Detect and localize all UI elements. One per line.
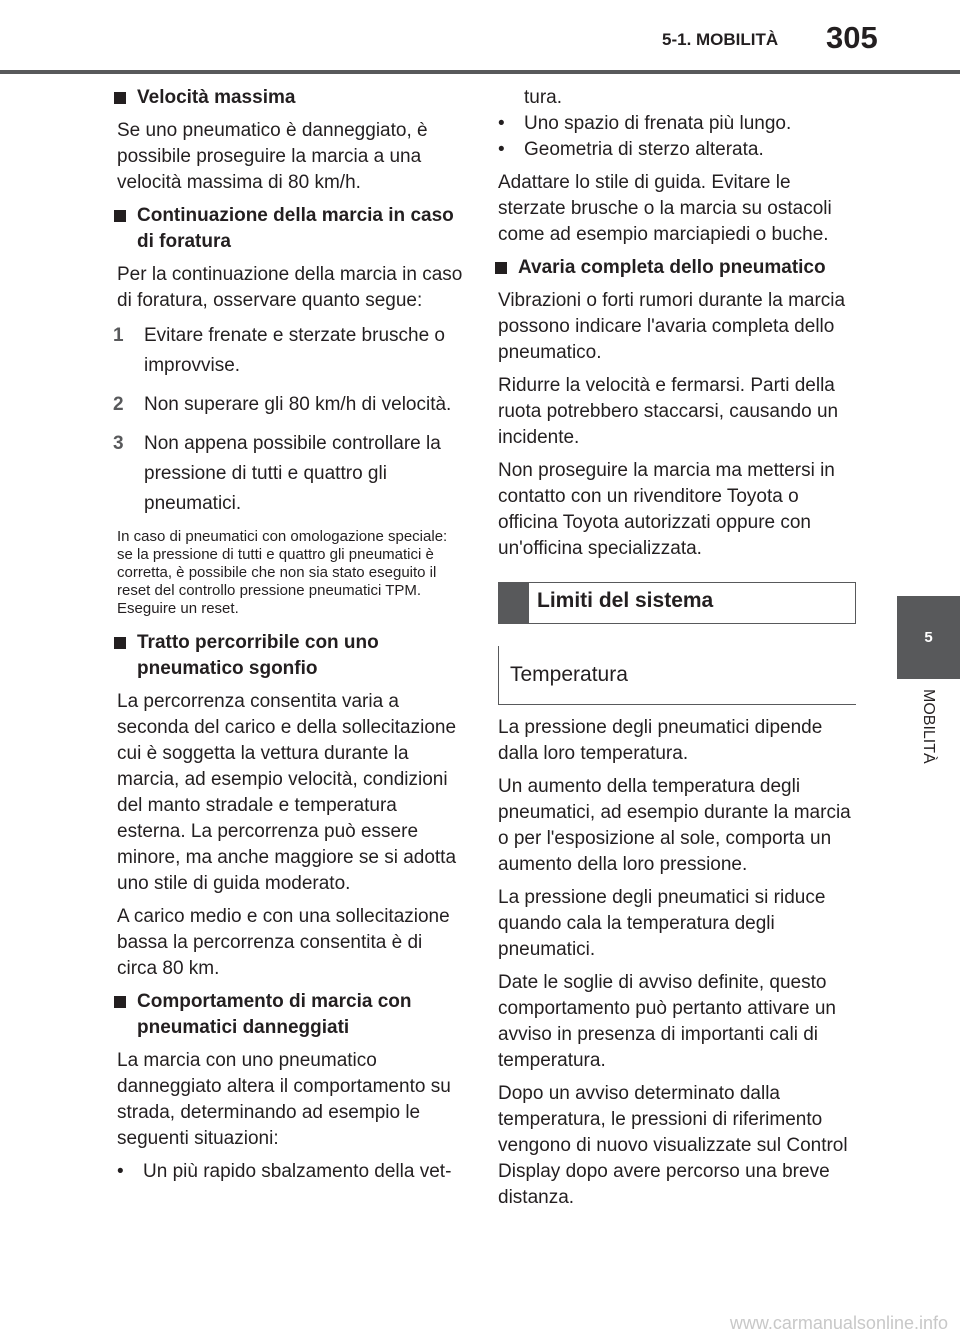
paragraph: Non proseguire la marcia ma mettersi in contatto con un rivenditore Toyota o officina Toyota autorizzati oppure con un'officina specializzata. [498, 460, 835, 559]
page-header [0, 0, 960, 78]
section-title-box [498, 582, 856, 624]
square-bullet-icon [114, 92, 126, 104]
paragraph: Un aumento della temperatura degli pneumatici, ad esempio durante la marcia o per l'esposizione al sole, comporta un aumento della loro pressione. [498, 776, 851, 875]
section-title-bar [499, 583, 529, 623]
paragraph: La pressione degli pneumatici si riduce quando cala la temperatura degli pneumatici. [498, 887, 826, 960]
heading-max-speed: Velocità massima [117, 85, 464, 111]
bullet-dot-icon: • [498, 113, 505, 134]
chapter-tab-label: MOBILITÀ [920, 689, 937, 764]
paragraph: La percorrenza consentita varia a seconda del carico e della sollecitazione cui è soggetta la vettura durante la marcia, ad esempio velocità, condizioni del manto stradale e temperatura esterna. La percorrenza può essere minore, ma anche maggiore se si adotta uno stile di guida moderato. [117, 691, 457, 894]
step-item: 1 Evitare frenate e sterzate brusche o improvvise. [117, 321, 464, 381]
bullet-item: • Un più rapido sbalzamento della vet- [117, 1159, 464, 1185]
note-text: In caso di pneumatici con omologazione speciale: se la pressione di tutti e quattro gli pneumatici è corretta, è possibile che non sia stato eseguito il reset del controllo pressione pneumatici TPM. Eseguire un reset. [117, 528, 448, 617]
paragraph: Per la continuazione della marcia in caso di foratura, osservare quanto segue: [117, 264, 463, 311]
step-number: 2 [113, 394, 124, 415]
square-bullet-icon [114, 637, 126, 649]
heading-puncture: Continuazione della marcia in caso di foratura [117, 203, 464, 255]
step-item: 3 Non appena possibile controllare la pressione di tutti e quattro gli pneumatici. [117, 429, 464, 519]
step-number: 3 [113, 433, 124, 454]
section-title: 5-1. MOBILITÀ [662, 30, 779, 49]
paragraph: Date le soglie di avviso definite, questo comportamento può pertanto attivare un avviso in presenza di importanti cali di temperatura. [498, 972, 836, 1071]
paragraph: La marcia con uno pneumatico danneggiato altera il comportamento su strada, determinando ad esempio le seguenti situazioni: [117, 1050, 451, 1149]
square-bullet-icon [114, 996, 126, 1008]
paragraph: La pressione degli pneumatici dipende dalla loro temperatura. [498, 717, 823, 764]
bullet-item: • Uno spazio di frenata più lungo. [498, 111, 856, 137]
section-title-text: Limiti del sistema [537, 589, 714, 612]
step-number: 1 [113, 325, 124, 346]
step-item: 2 Non superare gli 80 km/h di velocità. [117, 390, 464, 420]
subsection-heading: Temperatura [498, 646, 856, 705]
paragraph: Se uno pneumatico è danneggiato, è possibile proseguire la marcia a una velocità massima di 80 km/h. [117, 120, 428, 193]
chapter-tab: 5 [897, 596, 960, 679]
paragraph: A carico medio e con una sollecitazione bassa la percorrenza consentita è di circa 80 km. [117, 906, 450, 979]
watermark: www.carmanualsonline.info [729, 1313, 948, 1333]
right-column [498, 85, 856, 1218]
page-number: 305 [826, 20, 878, 55]
header-divider [0, 70, 960, 74]
paragraph: Vibrazioni o forti rumori durante la marcia possono indicare l'avaria completa dello pneumatico. [498, 290, 846, 363]
paragraph: Dopo un avviso determinato dalla temperatura, le pressioni di riferimento vengono di nuovo visualizzate sul Control Display dopo avere percorso una breve distanza. [498, 1083, 848, 1208]
bullet-dot-icon: • [117, 1161, 124, 1182]
heading-damaged-tire-behavior: Comportamento di marcia con pneumatici danneggiati [117, 989, 464, 1041]
heading-flat-tire-range: Tratto percorribile con uno pneumatico sgonfio [117, 630, 464, 682]
bullet-continuation: tura. [524, 87, 563, 108]
square-bullet-icon [495, 262, 507, 274]
square-bullet-icon [114, 210, 126, 222]
paragraph: Ridurre la velocità e fermarsi. Parti della ruota potrebbero staccarsi, causando un incidente. [498, 375, 839, 448]
paragraph: Adattare lo stile di guida. Evitare le sterzate brusche o la marcia su ostacoli come ad esempio marciapiedi o buche. [498, 172, 832, 245]
heading-tire-failure: Avaria completa dello pneumatico [498, 255, 856, 281]
left-column [113, 85, 464, 1185]
bullet-dot-icon: • [498, 139, 505, 160]
bullet-item: • Geometria di sterzo alterata. [498, 137, 856, 163]
